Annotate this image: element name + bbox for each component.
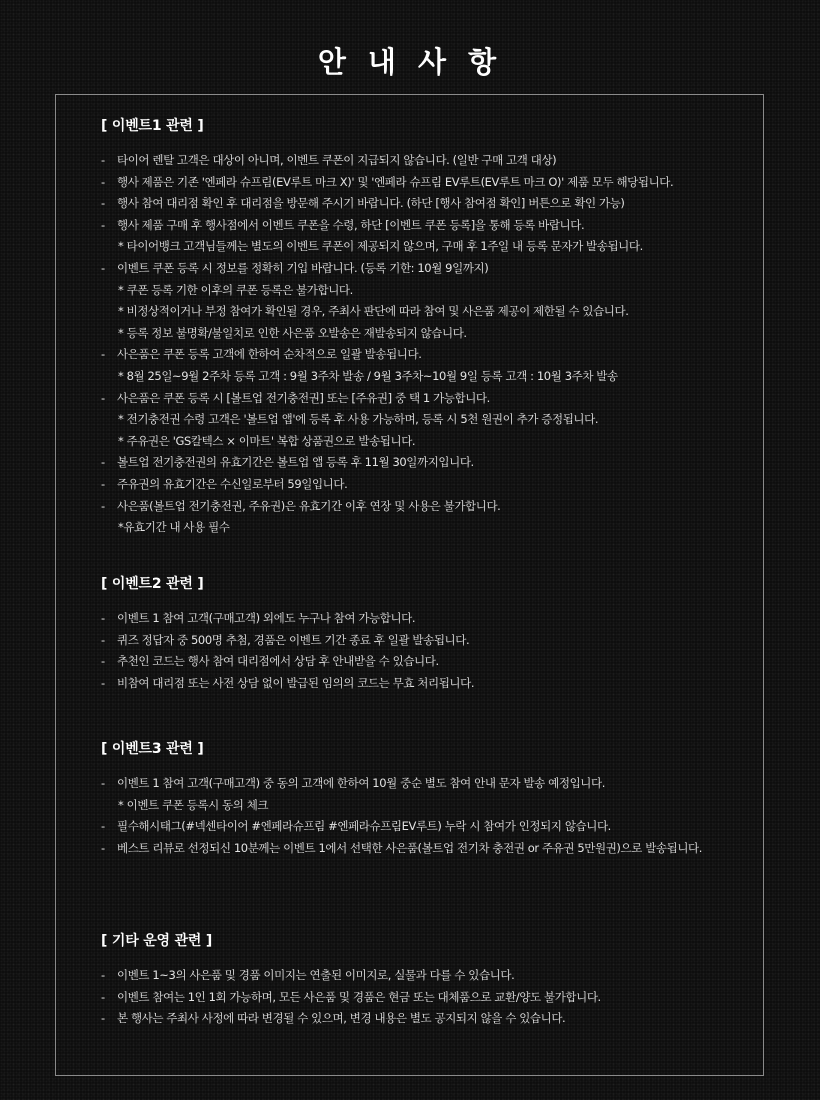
notice-item-text: 이벤트 1 참여 고객(구매고객) 중 동의 고객에 한하여 10월 중순 별도 참여 안내 문자 발송 예정입니다. xyxy=(117,776,605,790)
notice-list xyxy=(101,773,741,859)
notice-item xyxy=(101,215,741,258)
bullet-dash: - xyxy=(101,390,105,405)
notice-item xyxy=(101,838,741,860)
bullet-dash: - xyxy=(101,654,105,669)
bullet-dash: - xyxy=(101,611,105,625)
bullet-dash: - xyxy=(101,476,105,491)
notice-item-text: 추천인 코드는 행사 참여 대리점에서 상담 후 안내받을 수 있습니다. xyxy=(117,654,439,669)
bullet-dash: - xyxy=(101,632,105,647)
notice-item xyxy=(101,388,741,453)
notice-item-text: 볼트업 전기충전권의 유효기간은 볼트업 앱 등록 후 11월 30일까지입니다. xyxy=(117,455,474,470)
notice-item xyxy=(101,965,741,987)
notice-item-text: 비참여 대리점 또는 사전 상담 없이 발급된 임의의 코드는 무효 처리됩니다. xyxy=(117,675,475,690)
bullet-dash: - xyxy=(101,174,105,189)
notice-item xyxy=(101,630,741,652)
bullet-dash: - xyxy=(101,347,105,362)
notice-item-text: 행사 참여 대리점 확인 후 대리점을 방문해 주시기 바랍니다. (하단 [행사 참여점 확인] 버튼으로 확인 가능) xyxy=(117,196,625,211)
notice-item xyxy=(101,344,741,387)
notice-sub-note: * 비정상적이거나 부정 참여가 확인될 경우, 주최사 판단에 따라 참여 및 사은품 제공이 제한될 수 있습니다. xyxy=(118,304,629,319)
notice-item xyxy=(101,193,741,215)
notice-item-text: 베스트 리뷰로 선정되신 10분께는 이벤트 1에서 선택한 사은품(볼트업 전기차 충전권 or 주유권 5만원권)으로 발송됩니다. xyxy=(117,840,702,855)
notice-list xyxy=(101,150,741,539)
notice-item xyxy=(101,150,741,172)
notice-box xyxy=(55,94,764,1076)
section-heading: [ 기타 운영 관련 ] xyxy=(101,933,213,949)
section-heading: [ 이벤트1 관련 ] xyxy=(101,118,204,134)
notice-item xyxy=(101,773,741,816)
section-heading: [ 이벤트3 관련 ] xyxy=(101,741,204,757)
notice-list xyxy=(101,608,741,694)
section-event2 xyxy=(101,573,741,694)
notice-item xyxy=(101,452,741,474)
notice-item xyxy=(101,1008,741,1030)
page-title: 안 내 사 항 xyxy=(317,45,503,79)
notice-item xyxy=(101,474,741,496)
section-event3 xyxy=(101,738,741,859)
bullet-dash: - xyxy=(101,153,105,167)
notice-item-text: 이벤트 1 참여 고객(구매고객) 외에도 누구나 참여 가능합니다. xyxy=(117,611,416,625)
bullet-dash: - xyxy=(101,498,105,513)
section-heading: [ 이벤트2 관련 ] xyxy=(101,576,204,592)
notice-sub-note: * 이벤트 쿠폰 등록시 동의 체크 xyxy=(118,797,269,812)
notice-item xyxy=(101,258,741,344)
section-other xyxy=(101,930,741,1030)
bullet-dash: - xyxy=(101,196,105,211)
bullet-dash: - xyxy=(101,840,105,855)
bullet-dash: - xyxy=(101,217,105,232)
bullet-dash: - xyxy=(101,819,105,834)
bullet-dash: - xyxy=(101,1011,105,1026)
notice-item-text: 이벤트 참여는 1인 1회 가능하며, 모든 사은품 및 경품은 현금 또는 대체품으로 교환/양도 불가합니다. xyxy=(117,989,601,1004)
notice-item-text: 이벤트 쿠폰 등록 시 정보를 정확히 기입 바랍니다. (등록 기한: 10월 9일까지) xyxy=(117,260,489,275)
bullet-dash: - xyxy=(101,776,105,790)
notice-item xyxy=(101,816,741,838)
bullet-dash: - xyxy=(101,989,105,1004)
notice-item-text: 행사 제품은 기존 '엔페라 슈프림(EV루트 마크 X)' 및 '엔페라 슈프림 EV루트(EV루트 마크 O)' 제품 모두 해당됩니다. xyxy=(117,174,674,189)
notice-item xyxy=(101,496,741,539)
bullet-dash: - xyxy=(101,455,105,470)
notice-item xyxy=(101,608,741,630)
notice-item xyxy=(101,673,741,695)
notice-item-text: 행사 제품 구매 후 행사점에서 이벤트 쿠폰을 수령, 하단 [이벤트 쿠폰 등록]을 통해 등록 바랍니다. xyxy=(117,217,585,232)
notice-item xyxy=(101,172,741,194)
notice-sub-note: *유효기간 내 사용 필수 xyxy=(118,520,230,535)
notice-sub-note: * 타이어뱅크 고객님들께는 별도의 이벤트 쿠폰이 제공되지 않으며, 구매 후 1주일 내 등록 문자가 발송됩니다. xyxy=(118,239,643,254)
bullet-dash: - xyxy=(101,260,105,275)
notice-item-text: 사은품(볼트업 전기충전권, 주유권)은 유효기간 이후 연장 및 사용은 불가합니다. xyxy=(117,498,501,513)
notice-sub-note: * 등록 정보 불명확/불일치로 인한 사은품 오발송은 재발송되지 않습니다. xyxy=(118,325,467,340)
notice-item-text: 타이어 렌탈 고객은 대상이 아니며, 이벤트 쿠폰이 지급되지 않습니다. (일반 구매 고객 대상) xyxy=(117,153,557,167)
bullet-dash: - xyxy=(101,675,105,690)
notice-sub-note: * 쿠폰 등록 기한 이후의 쿠폰 등록은 불가합니다. xyxy=(118,282,353,297)
notice-sub-note: * 전기충전권 수령 고객은 '볼트업 앱'에 등록 후 사용 가능하며, 등록 시 5천 원권이 추가 증정됩니다. xyxy=(118,412,599,427)
bullet-dash: - xyxy=(101,968,105,982)
notice-item-text: 본 행사는 주최사 사정에 따라 변경될 수 있으며, 변경 내용은 별도 공지되지 않을 수 있습니다. xyxy=(117,1011,566,1026)
notice-sub-note: * 8월 25일~9월 2주차 등록 고객 : 9월 3주차 발송 / 9월 3주차~10월 9일 등록 고객 : 10월 3주차 발송 xyxy=(118,368,618,383)
notice-item-text: 사은품은 쿠폰 등록 고객에 한하여 순차적으로 일괄 발송됩니다. xyxy=(117,347,422,362)
notice-item xyxy=(101,987,741,1009)
notice-list xyxy=(101,965,741,1030)
notice-item-text: 주유권의 유효기간은 수신일로부터 59일입니다. xyxy=(117,476,348,491)
notice-item-text: 퀴즈 정답자 중 500명 추첨, 경품은 이벤트 기간 종료 후 일괄 발송됩니다. xyxy=(117,632,470,647)
notice-item-text: 사은품은 쿠폰 등록 시 [볼트업 전기충전권] 또는 [주유권] 중 택 1 가능합니다. xyxy=(117,390,490,405)
notice-item-text: 이벤트 1~3의 사은품 및 경품 이미지는 연출된 이미지로, 실물과 다를 수 있습니다. xyxy=(117,968,515,982)
notice-item-text: 필수해시태그(#넥센타이어 #엔페라슈프림 #엔페라슈프림EV루트) 누락 시 참여가 인정되지 않습니다. xyxy=(117,819,611,834)
notice-item xyxy=(101,651,741,673)
section-event1 xyxy=(101,115,741,539)
notice-sub-note: * 주유권은 'GS칼텍스 × 이마트' 복합 상품권으로 발송됩니다. xyxy=(118,433,416,448)
